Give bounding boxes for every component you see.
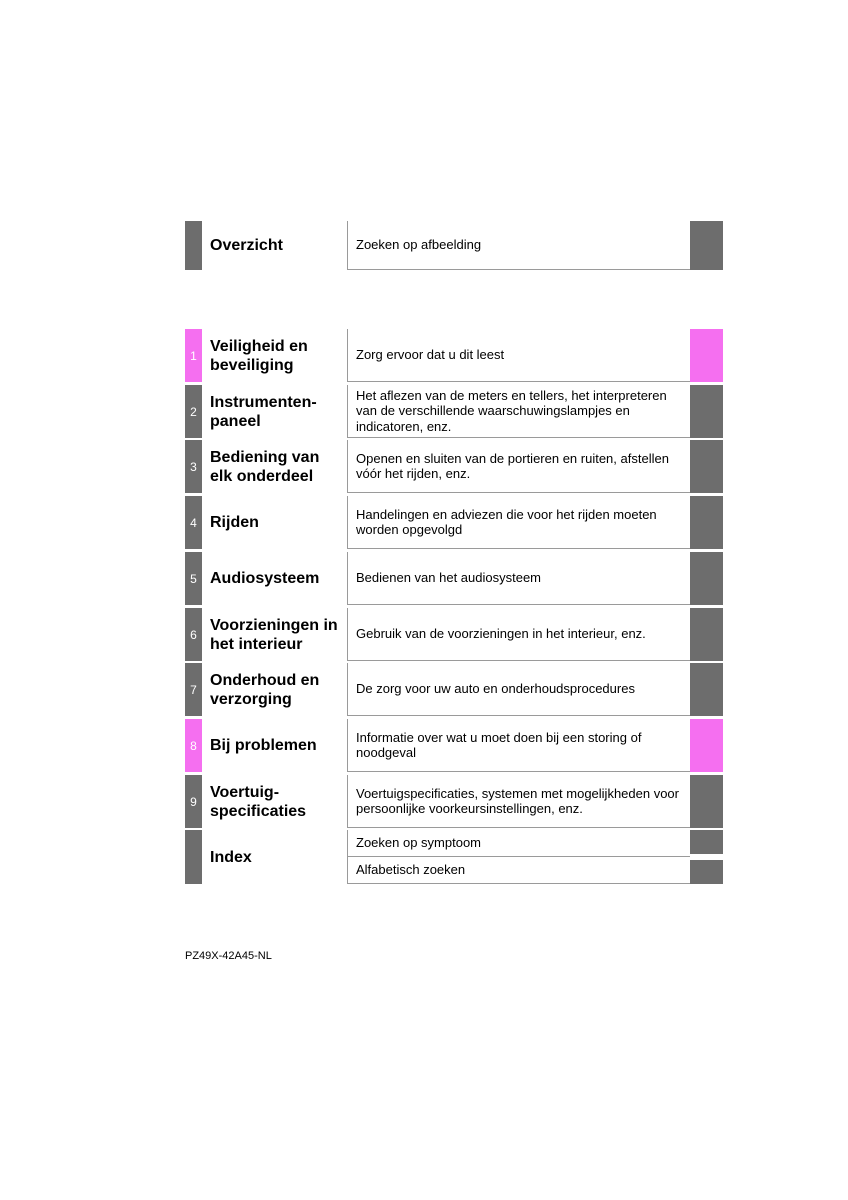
chapter-row-6[interactable] <box>185 608 723 661</box>
chapter-description[interactable]: Voertuigspecificaties, systemen met mogelijkheden voor persoonlijke voorkeursinstellingen, enz. <box>347 775 690 828</box>
chapter-number: 4 <box>185 496 202 549</box>
chapter-number: 6 <box>185 608 202 661</box>
overview-row[interactable] <box>185 221 723 270</box>
chapter-number: 5 <box>185 552 202 605</box>
chapter-row-9[interactable] <box>185 775 723 828</box>
chapter-edge-tab <box>690 552 723 605</box>
chapter-edge-tab <box>690 719 723 772</box>
index-title: Index <box>210 848 252 866</box>
chapter-row-5[interactable] <box>185 552 723 605</box>
chapter-title: Instrumenten-paneel <box>210 393 317 430</box>
chapter-description[interactable]: De zorg voor uw auto en onderhoudsprocedures <box>347 663 690 716</box>
chapter-edge-tab <box>690 608 723 661</box>
chapter-description[interactable]: Bedienen van het audiosysteem <box>347 552 690 605</box>
chapter-row-4[interactable] <box>185 496 723 549</box>
overview-edge-tab <box>690 221 723 270</box>
chapter-number: 9 <box>185 775 202 828</box>
chapter-row-2[interactable] <box>185 385 723 438</box>
chapter-row-3[interactable] <box>185 440 723 493</box>
chapter-title: Rijden <box>210 514 259 531</box>
chapter-edge-tab <box>690 663 723 716</box>
chapter-description[interactable]: Informatie over wat u moet doen bij een storing of noodgeval <box>347 719 690 772</box>
index-entry-alphabetical[interactable]: Alfabetisch zoeken <box>347 857 690 884</box>
chapter-description[interactable]: Het aflezen van de meters en tellers, het interpreteren van de verschillende waarschuwingslampjes en indicatoren, enz. <box>347 385 690 438</box>
overview-description[interactable]: Zoeken op afbeelding <box>347 221 690 270</box>
chapter-description[interactable]: Openen en sluiten van de portieren en ruiten, afstellen vóór het rijden, enz. <box>347 440 690 493</box>
chapter-title: Onderhoud en verzorging <box>210 671 320 708</box>
chapter-row-8[interactable] <box>185 719 723 772</box>
chapter-number: 7 <box>185 663 202 716</box>
index-entry-symptom[interactable]: Zoeken op symptoom <box>347 830 690 857</box>
chapter-number: 8 <box>185 719 202 772</box>
chapter-edge-tab <box>690 385 723 438</box>
chapter-number: 3 <box>185 440 202 493</box>
chapter-description[interactable]: Handelingen en adviezen die voor het rijden moeten worden opgevolgd <box>347 496 690 549</box>
index-tab <box>185 830 202 884</box>
chapter-edge-tab <box>690 775 723 828</box>
chapter-title: Bediening van elk onderdeel <box>210 448 320 485</box>
chapter-title: Voorzieningen in het interieur <box>210 616 338 653</box>
chapter-edge-tab <box>690 329 723 382</box>
chapter-edge-tab <box>690 496 723 549</box>
chapter-title: Voertuig-specificaties <box>210 783 307 820</box>
document-code: PZ49X-42A45-NL <box>185 950 272 962</box>
overview-title: Overzicht <box>210 237 283 254</box>
chapter-title: Veiligheid en beveiliging <box>210 337 308 374</box>
chapter-edge-tab <box>690 440 723 493</box>
chapter-row-1[interactable] <box>185 329 723 382</box>
index-edge-tab-2 <box>690 860 723 884</box>
index-row[interactable] <box>185 830 723 884</box>
chapter-description[interactable]: Gebruik van de voorzieningen in het interieur, enz. <box>347 608 690 661</box>
chapter-description[interactable]: Zorg ervoor dat u dit leest <box>347 329 690 382</box>
chapter-number: 2 <box>185 385 202 438</box>
index-edge-tab-1 <box>690 830 723 854</box>
overview-tab <box>185 221 202 270</box>
chapter-number: 1 <box>185 329 202 382</box>
chapter-title: Audiosysteem <box>210 570 320 587</box>
chapter-title: Bij problemen <box>210 737 317 754</box>
chapter-row-7[interactable] <box>185 663 723 716</box>
